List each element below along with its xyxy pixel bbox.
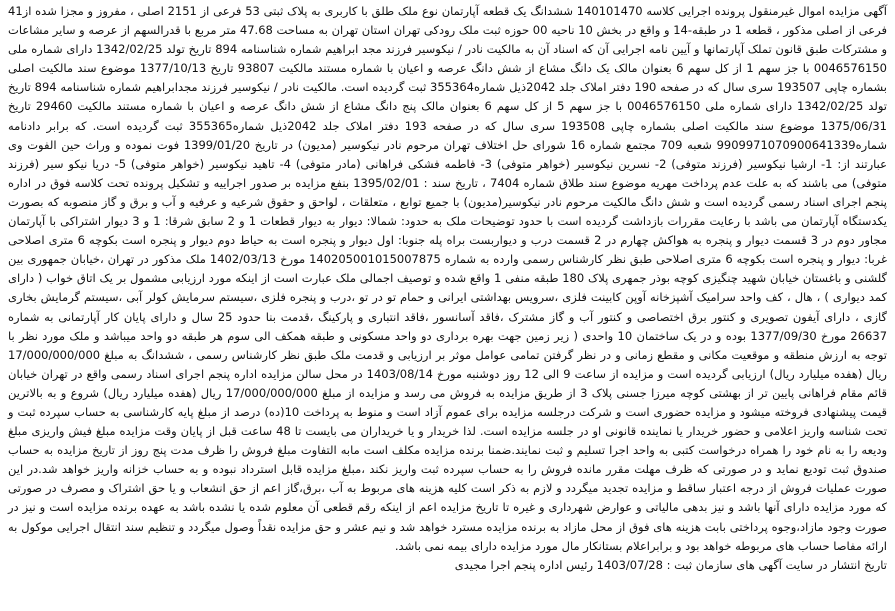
auction-notice (8, 2, 887, 575)
notice-footer-text: تاریخ انتشار در سایت آگهی های سازمان ثبت : 1403/07/28 رئیس اداره پنجم اجرا مجیدی (454, 557, 887, 572)
notice-body-text: آگهی مزایده اموال غیرمنقول پرونده اجرایی کلاسه 140101470 ششدانگ یک قطعه آپارتمان نوع ملک طلق با کاربری به پلاک ثبتی 53 فرعی از 2151 اصلی ، مفروز و مجزا شده از41 فرعی از اصلی مذکور ، قطعه 1 در طبقه-14 و واقع در بخش 10 ناحیه 00 حوزه ثبت ملک رودکی تهران استان تهران به مساحت 47.68 متر مربع با قدرالسهم از عرصه و سایر مشاعات و مشترکات طبق قانون تملک آپارتمانها و آیین نامه اجرایی آن که اسناد آن به مالکیت نادر / نیکوسیر فرزند مجد ابراهیم شماره شناسنامه 894 تاریخ تولد 1342/02/25 دارای شماره ملی 0046576150 با جز سهم 1 از کل سهم 6 بعنوان مالک یک دانگ مشاع از شش دانگ عرصه و اعیان با شماره مستند مالکیت 93807 تاریخ 1377/10/13 موضوع سند مالکیت اصلی بشماره چاپی 193507 سری سال که در صفحه 190 دفتر املاک جلد 2042ذیل شماره355364 ثبت گردیده است. مالکیت نادر / نیکوسیر فرزند مجدابراهیم شماره شناسنامه 894 تاریخ تولد 1342/02/25 دارای شماره ملی 0046576150 با جز سهم 5 از کل سهم 6 بعنوان مالک پنج دانگ مشاع از شش دانگ عرصه و اعیان با شماره مستند مالکیت 29460 تاریخ 1375/06/31 موضوع سند مالکیت اصلی بشماره چاپی 193508 سری سال که در صفحه 193 دفتر املاک جلد 2042ذیل شماره355365 ثبت گردیده است. که برابر دادنامه شماره9909971070900641339 شعبه 709 مجتمع شماره 16 شورای حل اختلاف تهران مرحوم نادر نیکوسیر (مدیون) در تاریخ 1399/01/20 فوت نموده و وراث حین الفوت وی عبارتند از: 1- ارشیا نیکوسیر (فرزند متوفی) 2- نسرین نیکوسیر (خواهر متوفی) 3- فاطمه فشکی فراهانی (مادر متوفی) 4- تاهید نیکوسیر (خواهر متوفی) 5- دریا نیکو سیر (فرزند متوفی) می باشند که به علت عدم پرداخت مهریه موضوع سند طلاق شماره 7404 ، تاریخ سند : 1395/02/01 بنفع مزایده بر صدور اجراییه و تشکیل پرونده تحت کلاسه فوق در اداره پنجم اجرای اسناد رسمی گردیده است و شش دانگ مالکیت مرحوم نادر نیکوسیر(مدیون) با جمیع توابع ، متعلقات ، لواحق و حقوق شرعیه و عرفیه و آب و برق و گاز منصوبه که بصورت یکدستگاه آپارتمان می باشد با رعایت مقررات بازداشت گردیده است با حدود توضیحات ملک به حدود: شمالا: دیوار به دیوار قطعات 1 و 2 سابق شرقا: 1 و 3 دیوار اشتراکی با آپارتمان مجاور دوم در 3 قسمت دیوار و پنجره به هواکش چهارم در 2 قسمت درب و دیواربست براه پله جنوبا: اول دیوار و پنجره است به حیاط دوم دیوار و پنجره است بکوچه 6 متری اصلاحی غربا: دیوار و پنجره است بکوچه 6 متری اصلاحی طبق نظر کارشناس رسمی وارده به شماره 140205001015007875 مورخ 1402/03/13 ملک مذکور در تهران ،خیابان جمهوری بین گلشنی و باغستان خیابان شهید چنگیزی کوچه بوذر جمهری پلاک 180 طبقه منفی 1 واقع شده و توصیف اجمالی ملک عبارت است از اینکه مورد ارزیابی مشمول بر یک اتاق خواب ( دارای کمد دیواری ) ، هال ، کف واحد سرامیک آشپزخانه آوپن کابینت فلزی ،سرویس بهداشتی ایرانی و حمام تو در تو ،درب و پنجره فلزی ،سیستم سرمایش کولر آبی ،سیستم گرمایش بخاری گازی ، دارای آیفون تصویری و کنتور برق اختصاصی و کنتور آب و گاز مشترک ،فاقد آسانسور ،فاقد انتباری و پارکینگ ،قدمت بنا حدود 25 سال و دارای پایان کار آپارتمانی به شماره 26637 مورخ 1377/09/30 بوده و در یک ساختمان 10 واحدی ( زیر زمین جهت بهره برداری دو واحد مسکونی و طبقه همکف الی سوم هر طبقه دو واحد میباشد و ملک مورد نظر با توجه به ارزش منطقه و موقعیت مکانی و مقطع زمانی و در نظر گرفتن تمامی عوامل موثر بر ارزیابی و قدمت ملک طبق نظر کارشناس رسمی ، ششدانگ به مبلغ 17/000/000/000 ریال (هفده میلیارد ریال) ارزیابی گردیده است و مزایده از ساعت 9 الی 12 روز دوشنبه مورخ 1403/08/14 در محل سالن مزایده اداره پنجم اجرای اسناد رسمی واقع در تهران خیابان قائم مقام فراهانی پایین تر از بهشتی کوچه میرزا جسنی پلاک 3 از طریق مزایده به فروش می رسد و مزایده از مبلغ 17/000/000/000 ریال (هفده میلیارد ریال) شروع و به بالاترین قیمت پیشنهادی فروخته میشود و مزایده حضوری است و شرکت درجلسه مزایده برای عموم آزاد است و منوط به پرداخت 10(ده) درصد از مبلغ پایه کارشناسی به حساب سپرده ثبت و تحت شناسه واریز اعلامی و حضور خریدار یا نماینده قانونی او در جلسه مزایده است. لذا خریدار و یا خریداران می بایست تا 48 ساعت قبل از پایان وقت مزایده مبلغ فیش واریزی مبلغ ودیعه را به نام خود را همراه درخواست کتبی به واحد اجرا تسلیم و ثبت نمایند.ضمنا برنده مزایده مکلف است مابه التفاوت مبلغ فروش را ظرف مدت پنج روز از تاریخ مزایده به حساب صندوق ثبت تودیع نماید و در صورتی که ظرف مهلت مقرر مانده فروش را به حساب سپرده ثبت واریز نکند ،مبلغ مزایده قابل استرداد نبوده و به حساب خزانه واریز خواهد شد.در این صورت عملیات فروش از درجه اعتبار ساقط و مزایده تجدید میگردد و لازم به ذکر است کلیه هزینه های مربوط به آب ،برق،گاز اعم از حق انشعاب و یا حق اشتراک و مصرف در صورتی که مورد مزایده دارای آنها باشد و نیز بدهی مالیاتی و عوارض شهرداری و غیره تا تاریخ مزایده اعم از اینکه رقم قطعی آن معلوم شده یا نشده باشد به عهده برنده مزایده است و نیز در صورت وجود مازاد،وجوه پرداختی بابت هزینه های فوق از محل مازاد به برنده مزایده مسترد خواهد شد و نیم عشر و حق مزایده نقداً وصول میگردد و تنظیم سند انتقال اجرایی موکول به ارائه مفاصا حساب های مربوطه خواهد بود و برابراعلام بستانکار مال مورد مزایده دارای بیمه نمی باشد. (8, 4, 888, 553)
